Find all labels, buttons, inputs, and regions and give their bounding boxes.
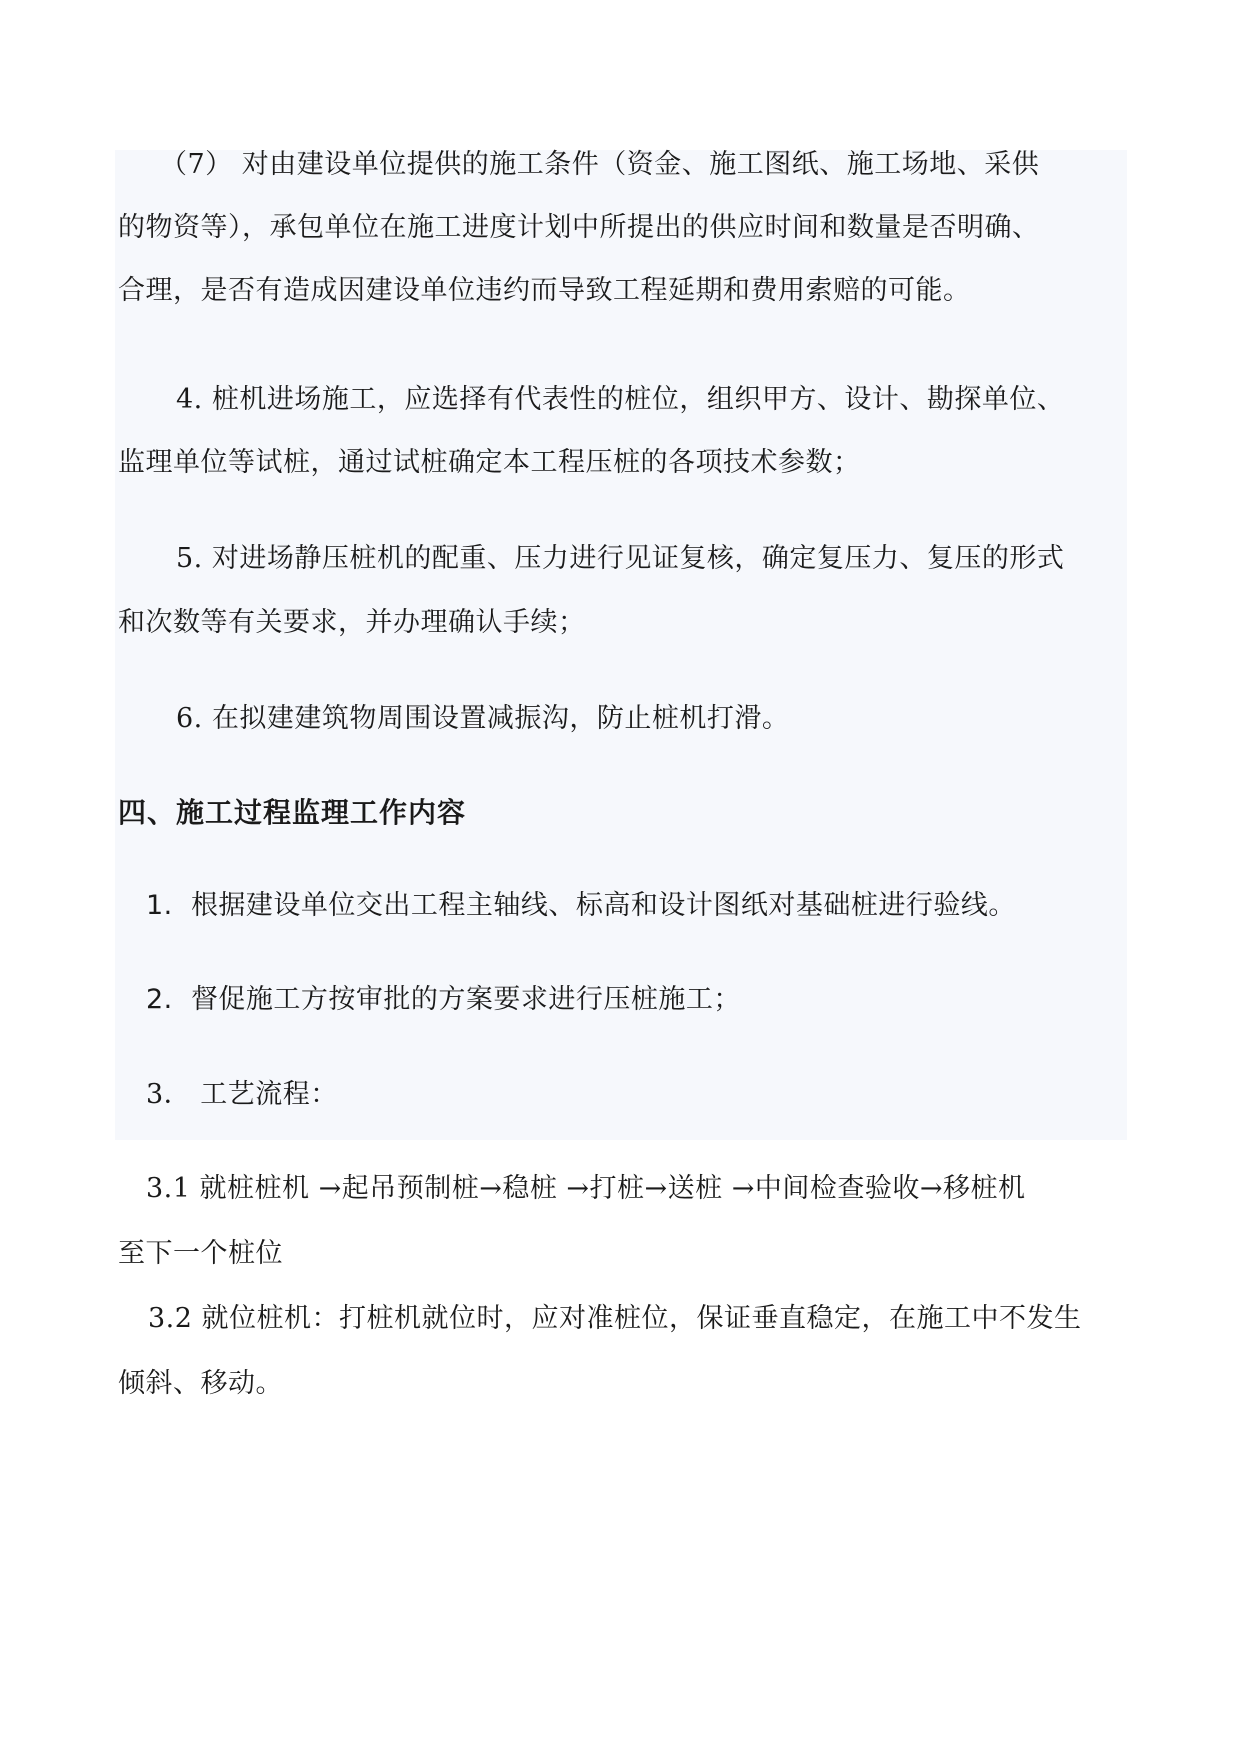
list-item-1-number: 1. bbox=[146, 890, 173, 921]
flow-3-2-line-1: 3.2 就位桩机：打桩机就位时，应对准桩位，保证垂直稳定，在施工中不发生 bbox=[148, 1303, 1082, 1334]
paragraph-7-line-2: 的物资等），承包单位在施工进度计划中所提出的供应时间和数量是否明确、 bbox=[118, 212, 1040, 243]
paragraph-7-line-1: （7） 对由建设单位提供的施工条件（资金、施工图纸、施工场地、采供 bbox=[160, 149, 1040, 180]
list-item-2 bbox=[146, 983, 741, 1017]
paragraph-5-line-2: 和次数等有关要求，并办理确认手续； bbox=[118, 607, 586, 638]
paragraph-4-line-1: 4. 桩机进场施工，应选择有代表性的桩位，组织甲方、设计、勘探单位、 bbox=[176, 384, 1065, 415]
list-item-1-text: 根据建设单位交出工程主轴线、标高和设计图纸对基础桩进行验线。 bbox=[190, 890, 1016, 921]
list-item-1 bbox=[146, 889, 1016, 923]
list-item-3: 3． 工艺流程： bbox=[146, 1079, 338, 1110]
flow-3-1-line-1: 3.1 就桩桩机 →起吊预制桩→稳桩 →打桩→送桩 →中间检查验收→移桩机 bbox=[146, 1173, 1026, 1204]
list-item-2-text: 督促施工方按审批的方案要求进行压桩施工； bbox=[190, 984, 741, 1015]
flow-3-2-line-2: 倾斜、移动。 bbox=[118, 1368, 283, 1399]
paragraph-7-line-3: 合理，是否有造成因建设单位违约而导致工程延期和费用索赔的可能。 bbox=[118, 275, 971, 306]
paragraph-5-line-1: 5. 对进场静压桩机的配重、压力进行见证复核，确定复压力、复压的形式 bbox=[176, 543, 1065, 574]
paragraph-6-line-1: 6. 在拟建建筑物周围设置减振沟，防止桩机打滑。 bbox=[176, 703, 790, 734]
section-4-heading: 四、施工过程监理工作内容 bbox=[118, 796, 467, 829]
paragraph-4-line-2: 监理单位等试桩，通过试桩确定本工程压桩的各项技术参数； bbox=[118, 447, 861, 478]
list-item-2-number: 2. bbox=[146, 984, 173, 1015]
flow-3-1-line-2: 至下一个桩位 bbox=[118, 1238, 283, 1269]
